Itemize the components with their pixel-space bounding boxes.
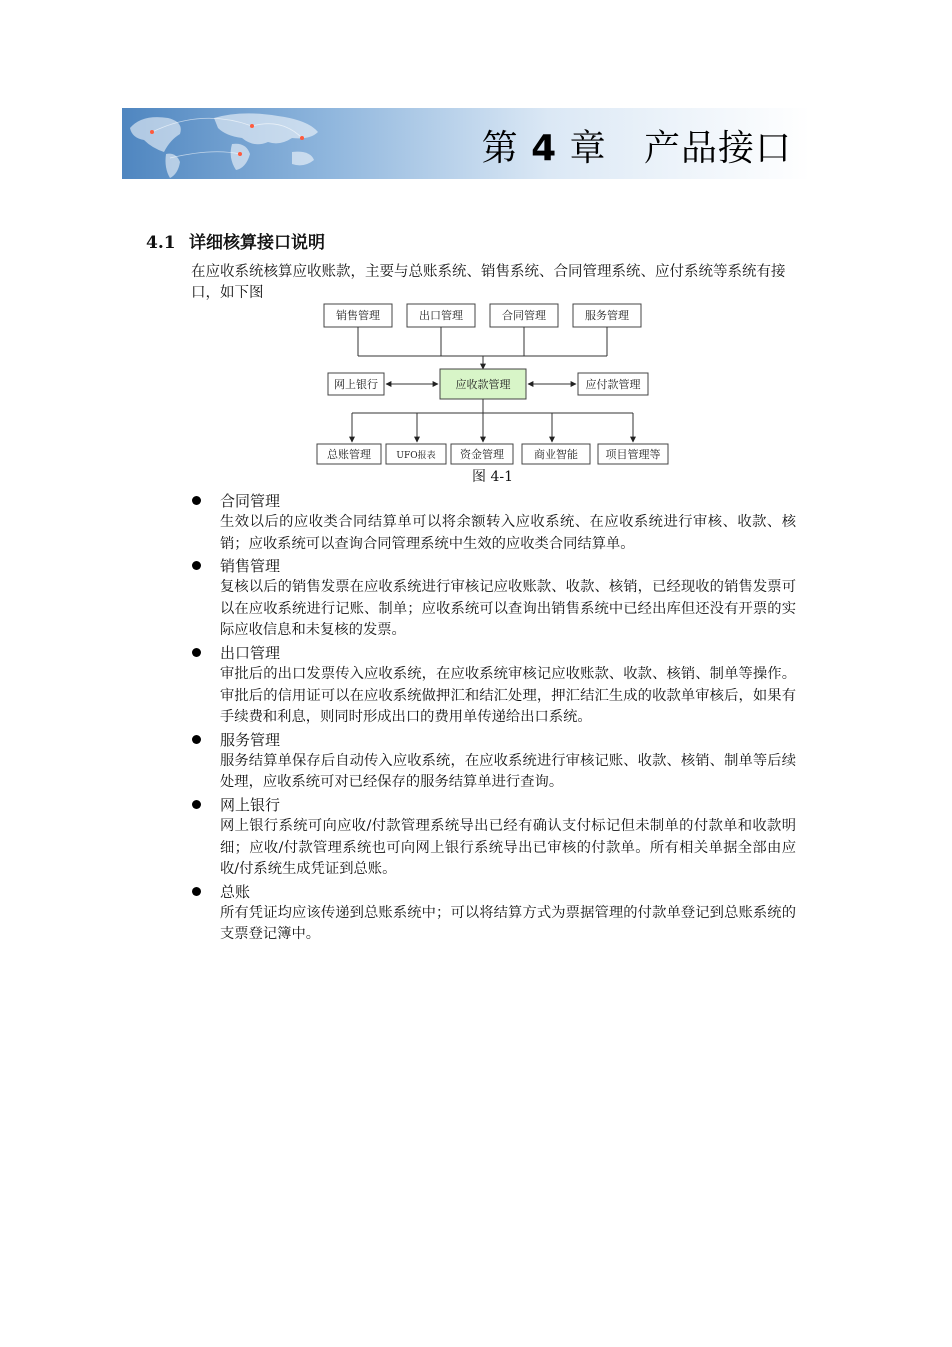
list-item-online-bank xyxy=(190,794,796,881)
item-description: 生效以后的应收类合同结算单可以将余额转入应收系统、在应收系统进行审核、收款、核销；应收系统可以查询合同管理系统中生效的应收类合同结算单。 xyxy=(220,514,796,552)
chapter-title xyxy=(482,120,792,171)
node-contract: 合同管理 xyxy=(502,309,546,322)
bullet-icon xyxy=(192,735,201,744)
item-description: 网上银行系统可向应收/付款管理系统导出已经有确认支付标记但未制单的付款单和收款明细；应收/付款管理系统也可向网上银行系统导出已审核的付款单。所有相关单据全部由应收/付系统生成凭证到总账。 xyxy=(220,817,796,878)
chapter-banner xyxy=(122,108,810,179)
chapter-number: 4 xyxy=(531,128,558,169)
chapter-label-pre: 第 xyxy=(481,128,519,169)
figure-caption: 图 4-1 xyxy=(472,469,513,485)
bullet-icon xyxy=(192,800,201,809)
bullet-icon xyxy=(192,887,201,896)
list-item-ledger xyxy=(190,881,796,946)
bullet-icon xyxy=(192,648,201,657)
interface-list xyxy=(190,490,796,946)
node-project: 项目管理等 xyxy=(605,448,661,461)
node-sales: 销售管理 xyxy=(336,309,380,322)
node-payables: 应付款管理 xyxy=(585,378,641,391)
bullet-icon xyxy=(192,561,201,570)
node-receivables: 应收款管理 xyxy=(455,378,511,391)
chapter-label-post: 章 xyxy=(569,128,607,169)
node-service: 服务管理 xyxy=(585,309,629,322)
world-map-graphic xyxy=(122,108,482,179)
node-ufo-report: UFO报表 xyxy=(396,451,436,461)
node-funds: 资金管理 xyxy=(460,448,504,461)
item-title: 服务管理 xyxy=(220,730,281,749)
list-item-export xyxy=(190,642,796,729)
chapter-name: 产品接口 xyxy=(643,128,792,169)
list-item-sales xyxy=(190,555,796,642)
intro-paragraph: 在应收系统核算应收账款，主要与总账系统、销售系统、合同管理系统、应付系统等系统有接口，如下图 xyxy=(191,264,786,301)
section-title: 详细核算接口说明 xyxy=(189,233,325,253)
item-title: 销售管理 xyxy=(220,557,281,576)
section-heading xyxy=(146,228,325,253)
list-item-contract xyxy=(190,490,796,555)
item-description: 审批后的出口发票传入应收系统，在应收系统审核记应收账款、收款、核销、制单等操作。审批后的信用证可以在应收系统做押汇和结汇处理，押汇结汇生成的收款单审核后，如果有手续费和利息，则同时形成出口的费用单传递给出口系统。 xyxy=(220,665,796,726)
section-number: 4.1 xyxy=(146,233,176,253)
bullet-icon xyxy=(192,496,201,505)
item-title: 网上银行 xyxy=(220,795,281,814)
node-bi: 商业智能 xyxy=(534,448,578,461)
node-export: 出口管理 xyxy=(419,309,463,322)
interface-diagram xyxy=(312,300,672,466)
item-description: 服务结算单保存后自动传入应收系统，在应收系统进行审核记账、收款、核销、制单等后续处理，应收系统可对已经保存的服务结算单进行查询。 xyxy=(220,752,796,791)
node-online-bank: 网上银行 xyxy=(334,378,378,391)
list-item-service xyxy=(190,729,796,794)
node-ledger: 总账管理 xyxy=(327,448,371,461)
item-title: 总账 xyxy=(220,882,251,901)
item-title: 出口管理 xyxy=(220,643,281,662)
item-description: 所有凭证均应该传递到总账系统中；可以将结算方式为票据管理的付款单登记到总账系统的支票登记簿中。 xyxy=(220,904,796,943)
item-title: 合同管理 xyxy=(220,492,281,510)
item-description: 复核以后的销售发票在应收系统进行审核记应收账款、收款、核销，已经现收的销售发票可以在应收系统进行记账、制单；应收系统可以查询出销售系统中已经出库但还没有开票的实际应收信息和未复核的发票。 xyxy=(220,579,796,639)
